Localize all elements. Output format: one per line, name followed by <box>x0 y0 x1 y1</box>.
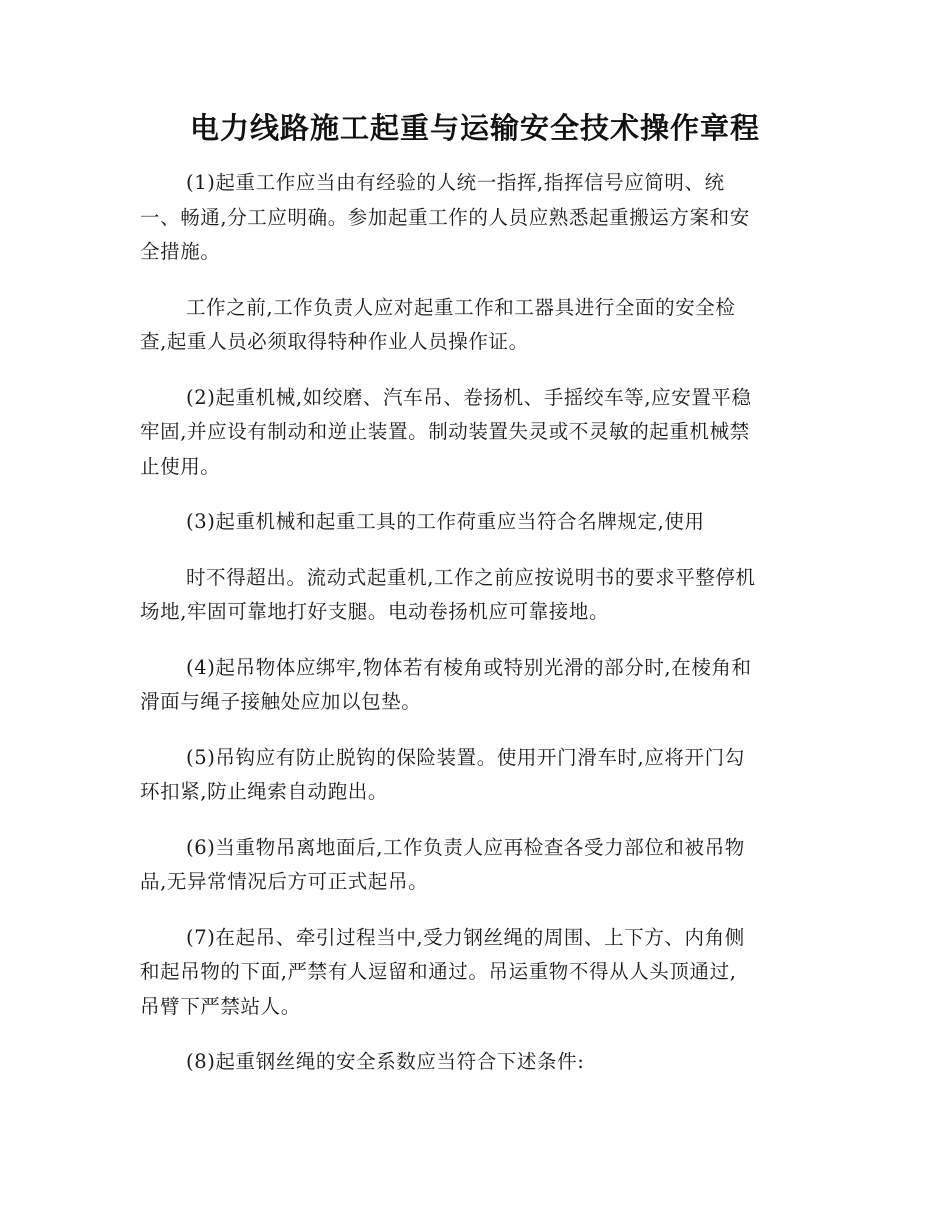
paragraph-line: 场地,牢固可靠地打好支腿。电动卷扬机应可靠接地。 <box>140 600 610 623</box>
paragraph-line: (2)起重机械,如绞磨、汽车吊、卷扬机、手摇绞车等,应安置平稳 <box>186 385 752 409</box>
paragraph-line: 品,无异常情况后方可正式起吊。 <box>140 870 429 893</box>
paragraph-7 <box>140 741 810 810</box>
paragraph-2 <box>140 291 810 360</box>
paragraph-line: 时不得超出。流动式起重机,工作之前应按说明书的要求平整停机 <box>186 565 756 589</box>
paragraph-line: (6)当重物吊离地面后,工作负责人应再检查各受力部位和被吊物 <box>186 835 745 859</box>
paragraph-8 <box>140 831 810 900</box>
paragraph-line: 和起吊物的下面,严禁有人逗留和通过。吊运重物不得从人头顶通过, <box>140 960 737 983</box>
paragraph-line: (4)起吊物体应绑牢,物体若有棱角或特别光滑的部分时,在棱角和 <box>186 655 752 679</box>
paragraph-line: 止使用。 <box>140 454 221 478</box>
paragraph-line: 滑面与绳子接触处应加以包垫。 <box>140 690 422 713</box>
paragraph-line: 环扣紧,防止绳索自动跑出。 <box>140 780 388 803</box>
paragraph-line: 牢固,并应设有制动和逆止装置。制动装置失灵或不灵敏的起重机械禁 <box>140 420 750 443</box>
paragraph-line: 工作之前,工作负责人应对起重工作和工器具进行全面的安全检 <box>186 295 736 319</box>
paragraph-4 <box>140 505 810 540</box>
paragraph-6 <box>140 651 810 720</box>
paragraph-9 <box>140 921 810 1025</box>
paragraph-line: (5)吊钩应有防止脱钩的保险装置。使用开门滑车时,应将开门勾 <box>186 745 745 769</box>
paragraph-line: (3)起重机械和起重工具的工作荷重应当符合名牌规定,使用 <box>186 510 705 533</box>
paragraph-line: 查,起重人员必须取得特种作业人员操作证。 <box>140 330 529 353</box>
paragraph-line: (1)起重工作应当由有经验的人统一指挥,指挥信号应简明、统 <box>186 171 725 194</box>
document-body <box>140 166 810 1101</box>
paragraph-line: 一、畅通,分工应明确。参加起重工作的人员应熟悉起重搬运方案和安 <box>140 205 750 229</box>
paragraph-3 <box>140 381 810 485</box>
paragraph-5 <box>140 561 810 630</box>
document-title: 电力线路施工起重与运输安全技术操作章程 <box>189 111 760 145</box>
paragraph-line: 吊臂下严禁站人。 <box>140 994 301 1018</box>
paragraph-line: (8)起重钢丝绳的安全系数应当符合下述条件: <box>186 1050 585 1073</box>
paragraph-line: 全措施。 <box>140 240 221 263</box>
paragraph-1 <box>140 166 810 270</box>
paragraph-line: (7)在起吊、牵引过程当中,受力钢丝绳的周围、上下方、内角侧 <box>186 925 745 949</box>
paragraph-10 <box>140 1045 810 1080</box>
